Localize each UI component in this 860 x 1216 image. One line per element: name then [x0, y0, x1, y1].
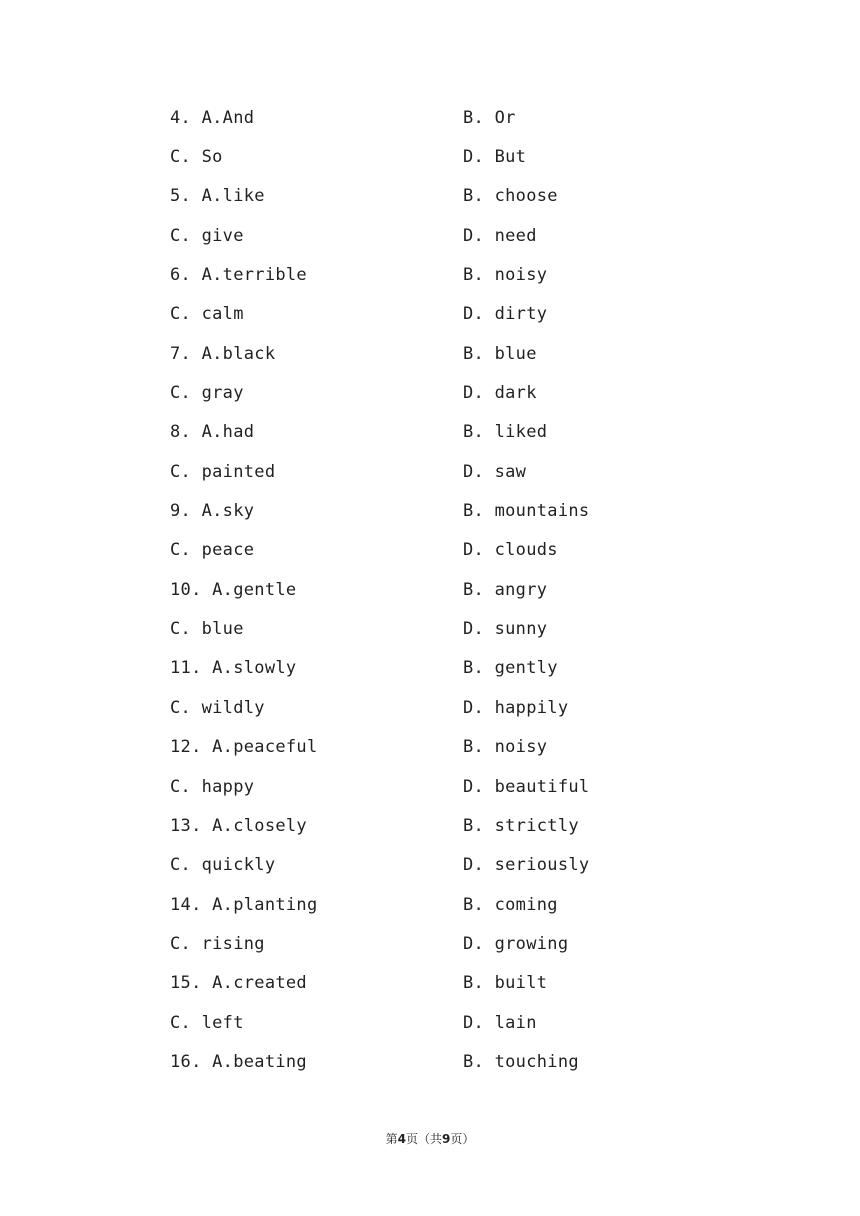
footer-prefix: 第 — [385, 1132, 398, 1146]
option-row — [170, 531, 690, 570]
option-right: D. seriously — [463, 855, 590, 876]
option-row — [170, 98, 690, 137]
option-row — [170, 924, 690, 963]
option-left: C. left — [170, 1012, 244, 1033]
option-left: C. rising — [170, 933, 265, 954]
option-right: B. blue — [463, 343, 537, 364]
option-row — [170, 334, 690, 373]
option-right: D. beautiful — [463, 776, 590, 797]
option-right: B. liked — [463, 422, 548, 443]
option-row — [170, 295, 690, 334]
option-right: B. Or — [463, 107, 516, 128]
option-right: B. angry — [463, 579, 548, 600]
option-right: D. dirty — [463, 304, 548, 325]
option-right: B. coming — [463, 894, 558, 915]
option-left: 10. A.gentle — [170, 579, 297, 600]
option-row — [170, 806, 690, 845]
option-row — [170, 177, 690, 216]
option-row — [170, 137, 690, 176]
option-right: D. clouds — [463, 540, 558, 561]
option-left: C. So — [170, 147, 223, 168]
option-right: B. mountains — [463, 501, 590, 522]
option-right: B. noisy — [463, 265, 548, 286]
option-row — [170, 373, 690, 412]
option-row — [170, 728, 690, 767]
option-row — [170, 216, 690, 255]
option-left: C. blue — [170, 619, 244, 640]
option-right: B. gently — [463, 658, 558, 679]
option-right: B. strictly — [463, 815, 579, 836]
option-right: D. lain — [463, 1012, 537, 1033]
option-right: D. growing — [463, 933, 569, 954]
option-row — [170, 609, 690, 648]
option-right: D. saw — [463, 461, 527, 482]
option-row — [170, 767, 690, 806]
page-footer — [0, 1130, 860, 1147]
option-left: 13. A.closely — [170, 815, 307, 836]
option-left: 9. A.sky — [170, 501, 255, 522]
option-row — [170, 1042, 690, 1081]
option-left: C. painted — [170, 461, 276, 482]
option-right: D. happily — [463, 697, 569, 718]
option-left: 14. A.planting — [170, 894, 318, 915]
total-page-number: 9 — [442, 1132, 451, 1146]
option-row — [170, 885, 690, 924]
option-left: 6. A.terrible — [170, 265, 307, 286]
current-page-number: 4 — [397, 1132, 406, 1146]
option-right: D. dark — [463, 383, 537, 404]
footer-middle: 页（共 — [405, 1132, 442, 1146]
option-left: C. give — [170, 225, 244, 246]
option-right: B. touching — [463, 1051, 579, 1072]
option-left: C. gray — [170, 383, 244, 404]
option-left: 11. A.slowly — [170, 658, 297, 679]
option-right: D. sunny — [463, 619, 548, 640]
option-row — [170, 688, 690, 727]
option-left: 8. A.had — [170, 422, 255, 443]
option-row — [170, 255, 690, 294]
option-row — [170, 649, 690, 688]
option-row — [170, 452, 690, 491]
option-row — [170, 846, 690, 885]
option-right: D. need — [463, 225, 537, 246]
option-right: B. noisy — [463, 737, 548, 758]
option-row — [170, 570, 690, 609]
option-right: D. But — [463, 147, 527, 168]
option-left: C. peace — [170, 540, 255, 561]
option-row — [170, 1003, 690, 1042]
option-left: C. wildly — [170, 697, 265, 718]
option-left: 15. A.created — [170, 973, 307, 994]
option-row — [170, 964, 690, 1003]
option-left: 5. A.like — [170, 186, 265, 207]
option-row — [170, 491, 690, 530]
footer-suffix: 页） — [450, 1132, 475, 1146]
option-left: C. calm — [170, 304, 244, 325]
option-row — [170, 413, 690, 452]
option-right: B. built — [463, 973, 548, 994]
option-left: C. quickly — [170, 855, 276, 876]
option-left: C. happy — [170, 776, 255, 797]
answer-options-list — [170, 98, 690, 1082]
option-left: 7. A.black — [170, 343, 276, 364]
option-left: 12. A.peaceful — [170, 737, 318, 758]
option-left: 4. A.And — [170, 107, 255, 128]
option-right: B. choose — [463, 186, 558, 207]
option-left: 16. A.beating — [170, 1051, 307, 1072]
